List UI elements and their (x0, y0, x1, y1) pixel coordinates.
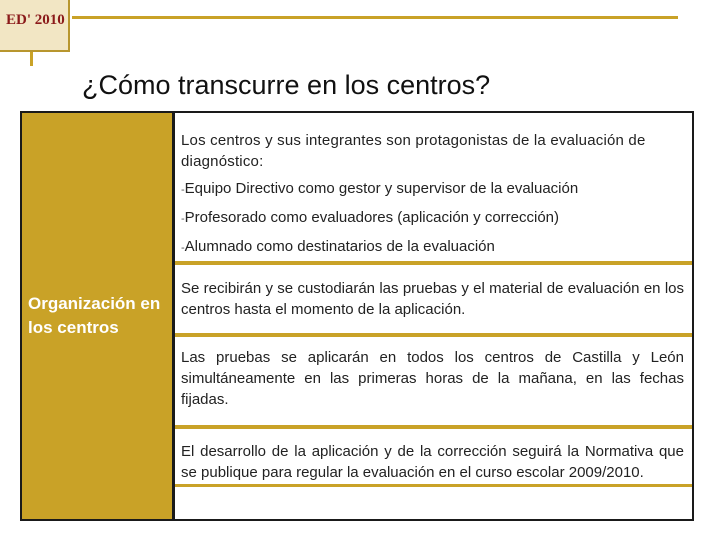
page-title: ¿Cómo transcurre en los centros? (82, 70, 491, 100)
custody-block (175, 265, 692, 333)
bullet-text: Profesorado como evaluadores (aplicación y corrección) (184, 209, 560, 226)
dash-icon: - (181, 213, 185, 225)
schedule-text: Las pruebas se aplicarán en todos los centros de Castilla y León simultáneamente en las primeras horas de la mañana, en las fechas fijadas. (181, 349, 684, 408)
logo (0, 0, 70, 52)
bullet-item (181, 207, 684, 230)
strike-rule (175, 484, 692, 487)
dash-icon: - (181, 242, 185, 254)
bullet-text: Alumnado como destinatarios de la evaluación (184, 238, 495, 255)
intro-text: Los centros y sus integrantes son protagonistas de la evaluación de diagnóstico: (181, 132, 646, 170)
header-stub (30, 52, 33, 66)
custody-text: Se recibirán y se custodiarán las pruebas y el material de evaluación en los centros hasta el momento de la aplicación. (181, 280, 684, 318)
regulation-block (175, 429, 692, 519)
schedule-block (175, 337, 692, 425)
intro-block (175, 113, 692, 261)
regulation-text: El desarrollo de la aplicación y de la corrección seguirá la Normativa que se publique para regular la evaluación en el curso escolar 2009/2010. (181, 443, 684, 481)
header-rule (72, 16, 678, 19)
bullet-item (181, 178, 684, 201)
logo-text: ED' 2010 (6, 12, 65, 28)
side-label: Organización en los centros (28, 294, 161, 337)
dash-icon: - (181, 184, 185, 196)
bullet-item (181, 236, 684, 259)
bullet-text: Equipo Directivo como gestor y supervisor de la evaluación (184, 180, 579, 197)
